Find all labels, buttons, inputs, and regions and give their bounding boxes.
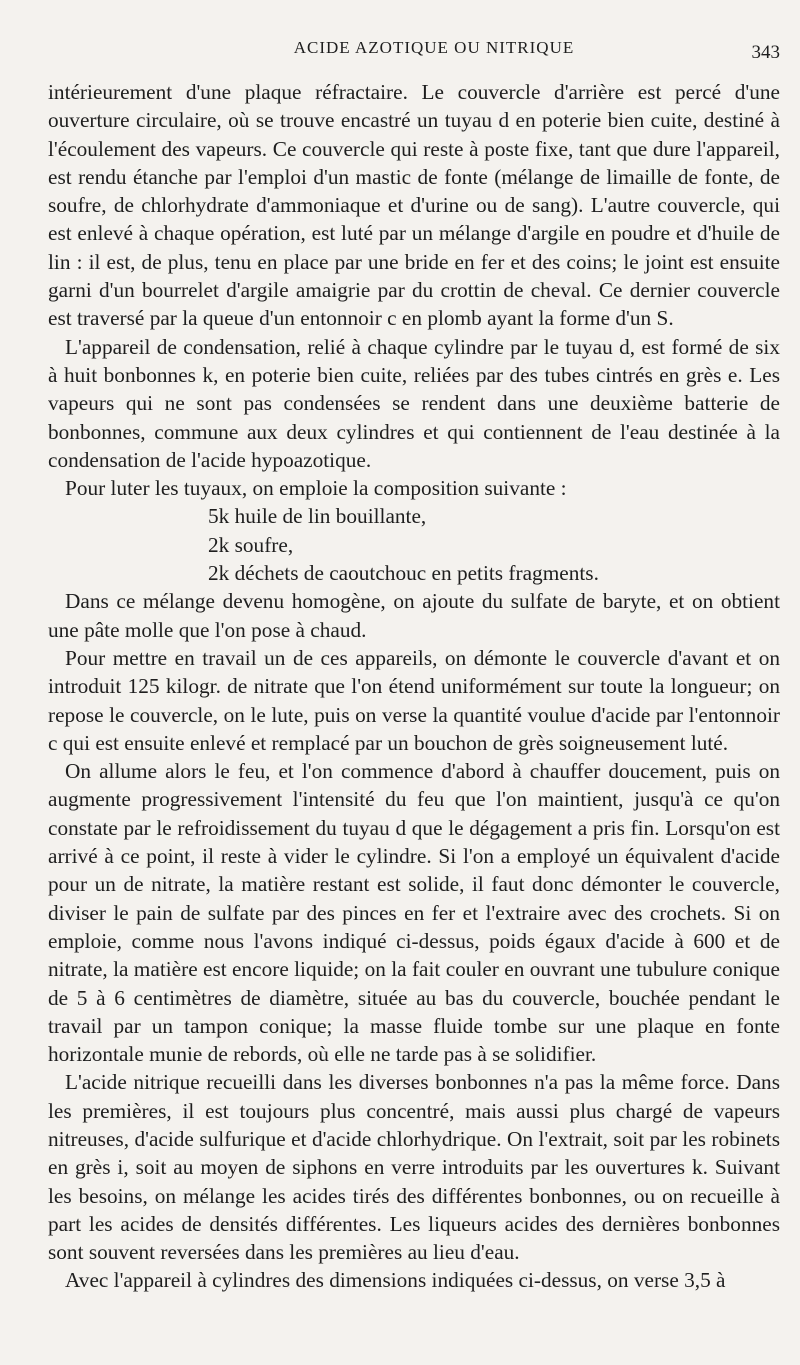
paragraph: L'appareil de condensation, relié à chaque cylindre par le tuyau d, est formé de six à huit bonbonnes k, en poterie bien cuite, reliées par des tubes cintrés en grès e. Les vapeurs qui ne sont pas condensées se rendent dans une deuxième batterie de bonbonnes, commune aux deux cylindres et qui contiennent de l'eau destinée à la condensation de l'acide hypoazotique. [48,334,780,472]
recipe-line: 5k huile de lin bouillante, [208,504,427,529]
paragraph: Pour mettre en travail un de ces appareils, on démonte le couvercle d'avant et on introduit 125 kilogr. de nitrate que l'on étend uniformément sur toute la longueur; on repose le couvercle, on le lute, puis on verse la quantité voulue d'acide par l'entonnoir c qui est ensuite enlevé et remplacé par un bouchon de grès soigneusement luté. [48,645,780,755]
paragraph: Dans ce mélange devenu homogène, on ajoute du sulfate de baryte, et on obtient une pâte molle que l'on pose à chaud. [48,589,780,642]
recipe-line: 2k soufre, [208,532,294,557]
paragraph: L'acide nitrique recueilli dans les diverses bonbonnes n'a pas la même force. Dans les premières, il est toujours plus concentré, mais aussi plus chargé de vapeurs nitreuses, d'acide sulfurique et d'acide chlorhydrique. On l'extrait, soit par les robinets en grès i, soit au moyen de siphons en verre introduits par les ouvertures k. Suivant les besoins, on mélange les acides tirés des différentes bonbonnes, ou on recueille à part les acides de densités différentes. Les liqueurs acides des dernières bonbonnes sont souvent reversées dans les premières au lieu d'eau. [48,1070,780,1265]
paragraph: intérieurement d'une plaque réfractaire. Le couvercle d'arrière est percé d'une ouverture circulaire, où se trouve encastré un tuyau d en poterie bien cuite, destiné à l'écoulement des vapeurs. Ce couvercle qui reste à poste fixe, tant que dure l'appareil, est rendu étanche par l'emploi d'un mastic de fonte (mélange de limaille de fonte, de soufre, de chlorhydrate d'ammoniaque et d'urine ou de sang). L'autre couvercle, qui est enlevé à chaque opération, est luté par un mélange d'argile en poudre et d'huile de lin : il est, de plus, tenu en place par une bride en fer et des coins; le joint est ensuite garni d'un bourrelet d'argile amaigrie par du crottin de cheval. Ce dernier couvercle est traversé par la queue d'un entonnoir c en plomb ayant la forme d'un S. [48,80,780,331]
page-number: 343 [751,42,780,63]
running-head [48,0,780,80]
paragraph: On allume alors le feu, et l'on commence d'abord à chauffer doucement, puis on augmente progressivement l'intensité du feu que l'on maintient, jusqu'à ce qu'on constate par le refroidissement du tuyau d que le dégagement a pris fin. Lorsqu'on est arrivé à ce point, il reste à vider le cylindre. Si l'on a employé un équivalent d'acide pour un de nitrate, la matière restant est solide, il faut donc démonter le couvercle, diviser le pain de sulfate par des pinces en fer et l'extraire avec des crochets. Si on emploie, comme nous l'avons indiqué ci-dessus, poids égaux d'acide à 600 et de nitrate, la matière est encore liquide; on la fait couler en ouvrant une tubulure conique de 5 à 6 centimètres de diamètre, située au bas du couvercle, bouchée pendant le travail par un tampon conique; la masse fluide tombe sur une plaque en fonte horizontale munie de rebords, où elle ne tarde pas à se solidifier. [48,759,780,1067]
paragraph: Avec l'appareil à cylindres des dimensions indiquées ci-dessus, on verse 3,5 à [65,1268,726,1293]
running-title: ACIDE AZOTIQUE OU NITRIQUE [293,38,575,57]
body-text [48,78,780,1295]
recipe-line: 2k déchets de caoutchouc en petits fragments. [208,561,599,586]
paragraph: Pour luter les tuyaux, on emploie la composition suivante : [65,476,567,501]
